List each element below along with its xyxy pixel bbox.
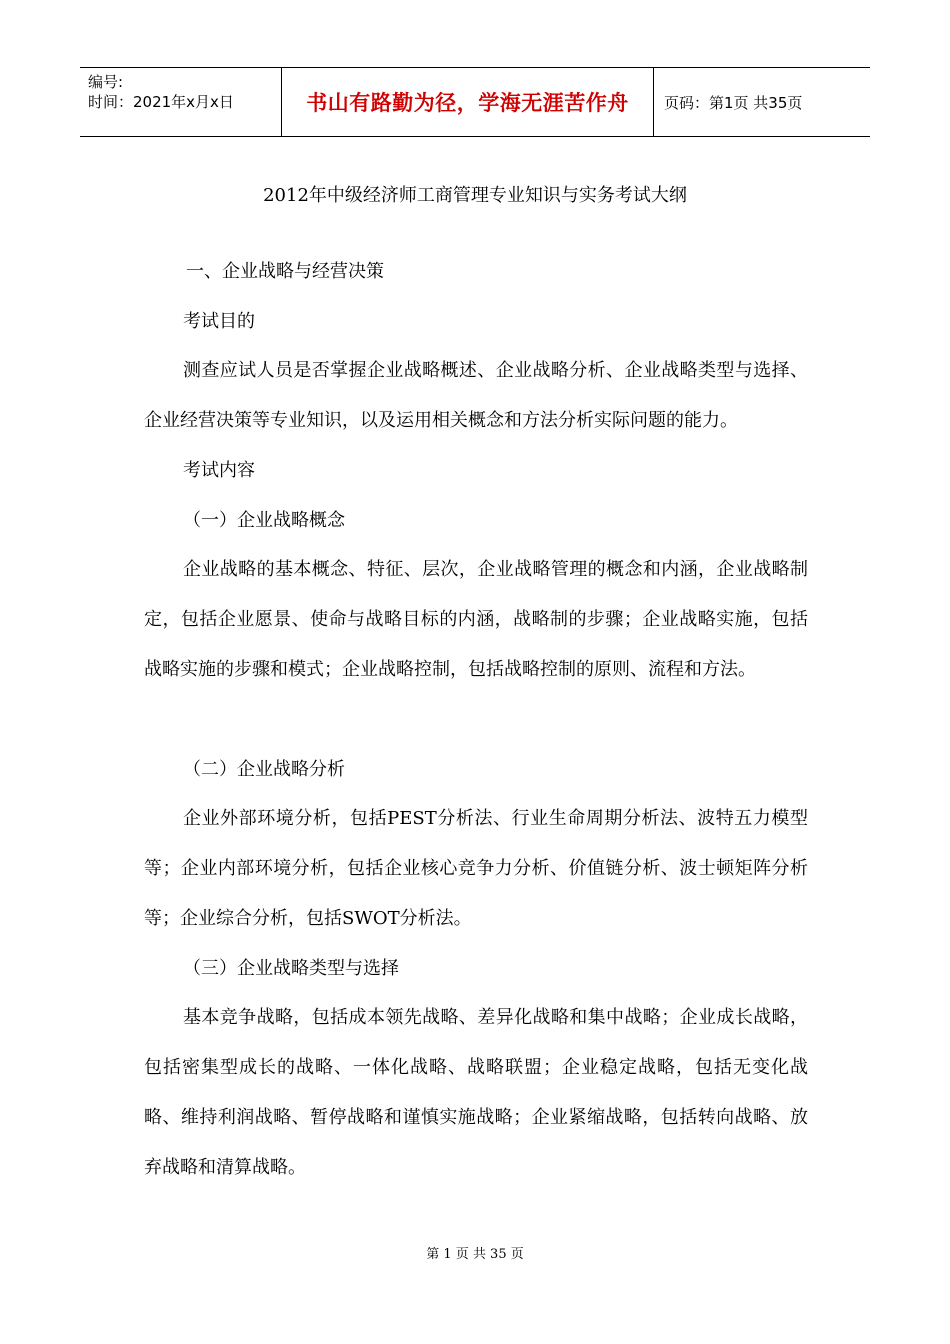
page-footer: 第 1 页 共 35 页 bbox=[426, 1247, 524, 1262]
page-header bbox=[80, 67, 870, 137]
serial-label: 编号: bbox=[88, 73, 124, 91]
subsection-paragraph-2: 企业外部环境分析，包括PEST分析法、行业生命周期分析法、波特五力模型等；企业内部环境分析，包括企业核心竞争力分析、价值链分析、波士顿矩阵分析等；企业综合分析，包括SWOT分析法。 bbox=[144, 808, 808, 929]
header-meta bbox=[80, 68, 282, 136]
section-heading: 一、企业战略与经营决策 bbox=[186, 261, 384, 282]
time-label: 时间：2021年x月x日 bbox=[88, 93, 234, 111]
exam-goal-heading: 考试目的 bbox=[183, 311, 255, 332]
subsection-paragraph-3: 基本竞争战略，包括成本领先战略、差异化战略和集中战略；企业成长战略，包括密集型成长的战略、一体化战略、战略联盟；企业稳定战略，包括无变化战略、维持利润战略、暂停战略和谨慎实施战略；企业紧缩战略，包括转向战略、放弃战略和清算战略。 bbox=[144, 1007, 808, 1178]
subsection-paragraph-1: 企业战略的基本概念、特征、层次，企业战略管理的概念和内涵，企业战略制定，包括企业愿景、使命与战略目标的内涵，战略制的步骤；企业战略实施，包括战略实施的步骤和模式；企业战略控制，包括战略控制的原则、流程和方法。 bbox=[144, 559, 808, 680]
subsection-heading-2: （二）企业战略分析 bbox=[183, 759, 345, 780]
header-page-info: 页码：第1页 共35页 bbox=[664, 93, 803, 112]
document-title: 2012年中级经济师工商管理专业知识与实务考试大纲 bbox=[263, 185, 687, 206]
exam-content-heading: 考试内容 bbox=[183, 460, 255, 481]
header-motto: 书山有路勤为径，学海无涯苦作舟 bbox=[282, 68, 654, 136]
subsection-heading-1: （一）企业战略概念 bbox=[183, 510, 345, 531]
exam-goal-paragraph: 测查应试人员是否掌握企业战略概述、企业战略分析、企业战略类型与选择、企业经营决策等专业知识，以及运用相关概念和方法分析实际问题的能力。 bbox=[144, 360, 808, 431]
subsection-heading-3: （三）企业战略类型与选择 bbox=[183, 958, 399, 979]
